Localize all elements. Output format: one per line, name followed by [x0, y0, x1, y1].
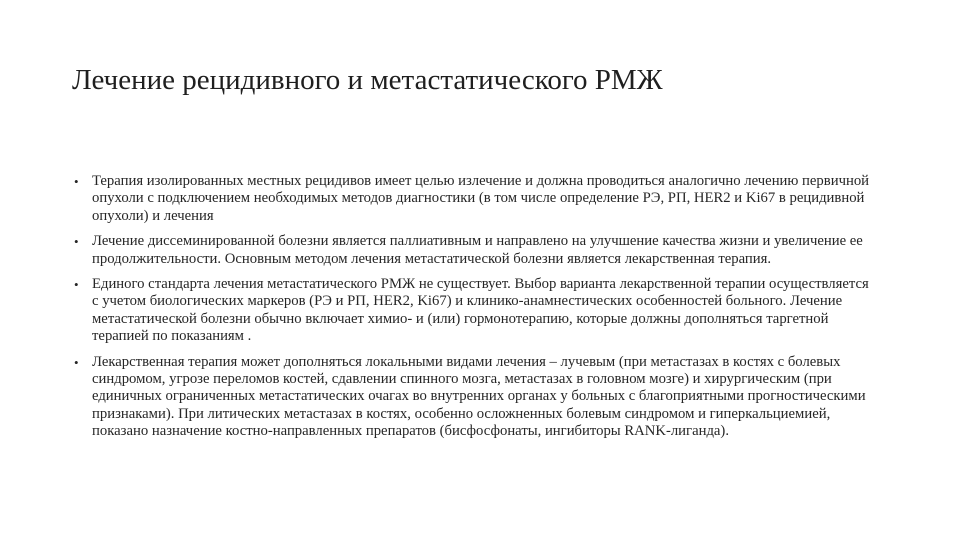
bullet-marker: • — [74, 234, 79, 250]
bullet-item — [74, 173, 874, 225]
bullet-text: Терапия изолированных местных рецидивов имеет целью излечение и должна проводиться аналогично лечению первичной опухоли с подключением необходимых методов диагностики (в том числе определение РЭ, РП, HER2 и Ki67 в рецидивной опухоли) и лечения — [92, 173, 870, 224]
bullet-item — [74, 276, 874, 346]
bullet-item — [74, 354, 874, 441]
bullet-marker: • — [74, 277, 79, 293]
bullet-text: Лечение диссеминированной болезни является паллиативным и направлено на улучшение качества жизни и увеличение ее продолжительности. Основным методом лечения метастатической болезни является лекарственная терапия. — [92, 233, 863, 267]
bullet-list — [74, 173, 874, 449]
bullet-item — [74, 233, 874, 268]
bullet-text: Единого стандарта лечения метастатического РМЖ не существует. Выбор варианта лекарственной терапии осуществляется с учетом биологических маркеров (РЭ и РП, HER2, Ki67) и клинико-анамнестических особенностей больного. Лечение метастатической болезни обычно включает химио- и (или) гормонотерапию, которые должны дополняться таргетной терапией по показаниям . — [92, 276, 869, 345]
bullet-marker: • — [74, 354, 79, 370]
slide-title: Лечение рецидивного и метастатического РМЖ — [72, 64, 663, 96]
bullet-marker: • — [74, 174, 79, 189]
bullet-text: Лекарственная терапия может дополняться локальными видами лечения – лучевым (при метастазах в костях с болевых синдромом, угрозе переломов костей, сдавлении спинного мозга, метастазах в головном мозге) и хирургическим (при единичных ограниченных метастатических очагах во внутренних органах у больных с благоприятными прогностическими признаками). При литических метастазах в костях, особенно осложненных болевым синдромом и гиперкальциемией, показано назначение костно-направленных препаратов (бисфосфонаты, ингибиторы RANK-лиганда). — [92, 353, 866, 440]
